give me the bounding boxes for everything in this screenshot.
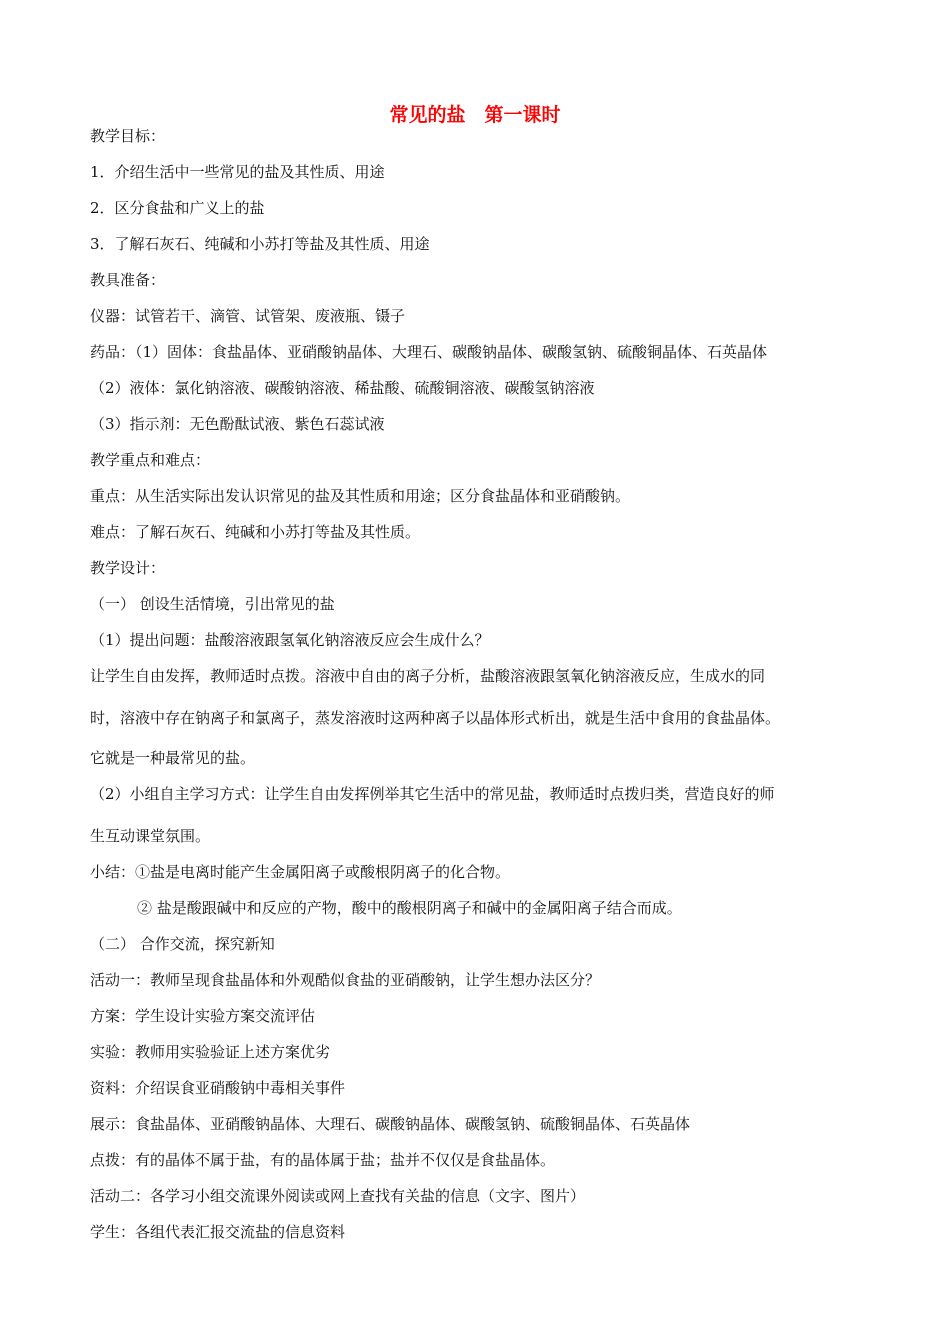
summary-2: ② 盐是酸跟碱中和反应的产物，酸中的酸根阴离子和碱中的金属阳离子结合而成。 <box>137 899 682 917</box>
materials-reagents-liquid: （2）液体：氯化钠溶液、碳酸钠溶液、稀盐酸、硫酸铜溶液、碳酸氢钠溶液 <box>90 379 595 397</box>
paragraph-line: 生互动课堂氛围。 <box>90 827 211 845</box>
paragraph-line: （2）小组自主学习方式：让学生自由发挥例举其它生活中的常见盐，教师适时点拨归类，营造良好的师 <box>90 785 775 803</box>
heading-key-points: 教学重点和难点： <box>90 451 211 469</box>
objective-1: 1．介绍生活中一些常见的盐及其性质、用途 <box>90 163 385 181</box>
tip-line: 点拨：有的晶体不属于盐，有的晶体属于盐；盐并不仅仅是食盐晶体。 <box>90 1151 556 1169</box>
heading-materials: 教具准备： <box>90 271 166 289</box>
plan-line: 方案：学生设计实验方案交流评估 <box>90 1007 316 1025</box>
student-line: 学生：各组代表汇报交流盐的信息资料 <box>90 1223 346 1241</box>
material-line: 资料：介绍误食亚硝酸钠中毒相关事件 <box>90 1079 346 1097</box>
experiment-line: 实验：教师用实验验证上述方案优劣 <box>90 1043 331 1061</box>
difficult-point: 难点：了解石灰石、纯碱和小苏打等盐及其性质。 <box>90 523 421 541</box>
materials-reagents-solid: 药品：（1）固体：食盐晶体、亚硝酸钠晶体、大理石、碳酸钠晶体、碳酸氢钠、硫酸铜晶体、石英晶体 <box>90 343 768 361</box>
section-2-heading: （二） 合作交流，探究新知 <box>90 935 275 953</box>
document-title: 常见的盐 第一课时 <box>389 104 561 126</box>
section-1-heading: （一） 创设生活情境，引出常见的盐 <box>90 595 335 613</box>
objective-2: 2．区分食盐和广义上的盐 <box>90 199 265 217</box>
key-point: 重点：从生活实际出发认识常见的盐及其性质和用途；区分食盐晶体和亚硝酸钠。 <box>90 487 631 505</box>
paragraph-line: 让学生自由发挥，教师适时点拨。溶液中自由的离子分析，盐酸溶液跟氢氧化钠溶液反应，生成水的同 <box>90 667 766 685</box>
objective-3: 3．了解石灰石、纯碱和小苏打等盐及其性质、用途 <box>90 235 430 253</box>
question-1: （1）提出问题：盐酸溶液跟氢氧化钠溶液反应会生成什么？ <box>90 631 490 649</box>
materials-indicators: （3）指示剂：无色酚酞试液、紫色石蕊试液 <box>90 415 385 433</box>
summary-1: 小结：①盐是电离时能产生金属阳离子或酸根阴离子的化合物。 <box>90 863 511 881</box>
paragraph-line: 时，溶液中存在钠离子和氯离子，蒸发溶液时这两种离子以晶体形式析出，就是生活中食用的食盐晶体。 <box>90 709 781 727</box>
materials-instruments: 仪器：试管若干、滴管、试管架、废液瓶、镊子 <box>90 307 406 325</box>
paragraph-line: 它就是一种最常见的盐。 <box>90 749 256 767</box>
display-line: 展示：食盐晶体、亚硝酸钠晶体、大理石、碳酸钠晶体、碳酸氢钠、硫酸铜晶体、石英晶体 <box>90 1115 691 1133</box>
heading-objectives: 教学目标： <box>90 127 166 145</box>
activity-1: 活动一：教师呈现食盐晶体和外观酷似食盐的亚硝酸钠，让学生想办法区分？ <box>90 971 601 989</box>
heading-design: 教学设计： <box>90 559 166 577</box>
activity-2: 活动二：各学习小组交流课外阅读或网上查找有关盐的信息（文字、图片） <box>90 1187 586 1205</box>
